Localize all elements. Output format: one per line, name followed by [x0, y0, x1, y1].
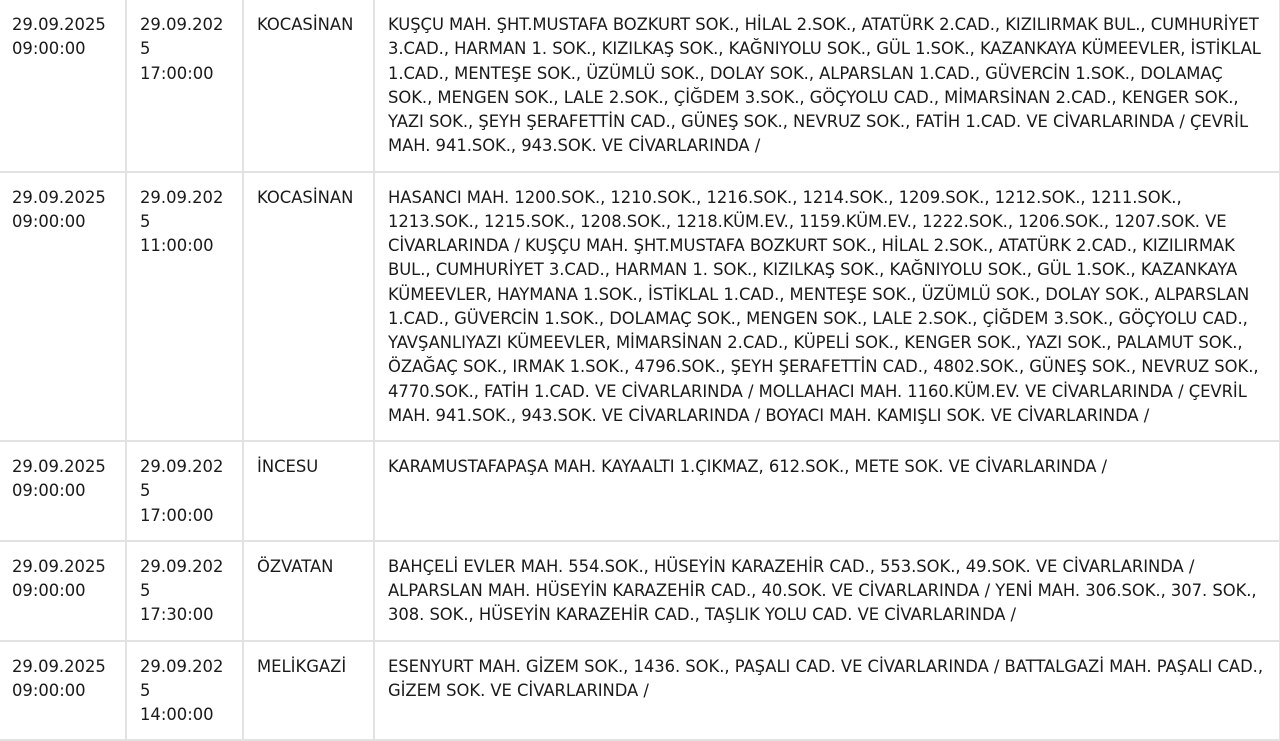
- start-date: 29.09.2025: [12, 457, 106, 476]
- table-row: [0, 172, 1280, 442]
- start-datetime-cell: [0, 172, 126, 442]
- table-row: [0, 0, 1280, 172]
- end-date: 29.09.2025: [140, 556, 224, 600]
- start-time: 09:00:00: [12, 581, 86, 600]
- end-date: 29.09.2025: [140, 457, 224, 501]
- district-cell: ÖZVATAN: [243, 541, 374, 641]
- start-date: 29.09.2025: [12, 556, 106, 576]
- end-time: 17:30:00: [140, 605, 214, 625]
- start-date: 29.09.2025: [12, 15, 106, 34]
- end-datetime-cell: [126, 641, 243, 741]
- start-time: 09:00:00: [12, 211, 86, 231]
- addresses-cell: KUŞÇU MAH. ŞHT.MUSTAFA BOZKURT SOK., HİLAL 2.SOK., ATATÜRK 2.CAD., KIZILIRMAK BUL., CUMHURİYET 3.CAD., HARMAN 1. SOK., KIZILKAŞ SOK., KAĞNIYOLU SOK., GÜL 1.SOK., KAZANKAYA KÜMEEVLER, İSTİKLAL 1.CAD., MENTEŞE SOK., ÜZÜMLÜ SOK., DOLAY SOK., ALPARSLAN 1.CAD., GÜVERCİN 1.SOK., DOLAMAÇ SOK., MENGEN SOK., LALE 2.SOK., ÇİĞDEM 3.SOK., GÖÇYOLU CAD., MİMARSİNAN 2.CAD., KENGER SOK., YAZI SOK., ŞEYH ŞERAFETTİN CAD., GÜNEŞ SOK., NEVRUZ SOK., FATİH 1.CAD. VE CİVARLARINDA / ÇEVRİL MAH. 941.SOK., 943.SOK. VE CİVARLARINDA /: [374, 0, 1280, 172]
- table-row: [0, 541, 1280, 641]
- addresses-cell: ESENYURT MAH. GİZEM SOK., 1436. SOK., PAŞALI CAD. VE CİVARLARINDA / BATTALGAZİ MAH. PAŞALI CAD., GİZEM SOK. VE CİVARLARINDA /: [374, 641, 1280, 741]
- district-cell: İNCESU: [243, 441, 374, 541]
- end-datetime-cell: [126, 441, 243, 541]
- district-cell: MELİKGAZİ: [243, 641, 374, 741]
- start-datetime-cell: [0, 0, 126, 172]
- end-datetime-cell: [126, 172, 243, 442]
- district-cell: KOCASİNAN: [243, 0, 374, 172]
- start-time: 09:00:00: [12, 680, 86, 700]
- start-datetime-cell: [0, 541, 126, 641]
- start-time: 09:00:00: [12, 481, 86, 501]
- addresses-cell: HASANCI MAH. 1200.SOK., 1210.SOK., 1216.SOK., 1214.SOK., 1209.SOK., 1212.SOK., 1211.SOK., 1213.SOK., 1215.SOK., 1208.SOK., 1218.KÜM.EV., 1159.KÜM.EV., 1222.SOK., 1206.SOK., 1207.SOK. VE CİVARLARINDA / KUŞÇU MAH. ŞHT.MUSTAFA BOZKURT SOK., HİLAL 2.SOK., ATATÜRK 2.CAD., KIZILIRMAK BUL., CUMHURİYET 3.CAD., HARMAN 1. SOK., KIZILKAŞ SOK., KAĞNIYOLU SOK., GÜL 1.SOK., KAZANKAYA KÜMEEVLER, HAYMANA 1.SOK., İSTİKLAL 1.CAD., MENTEŞE SOK., ÜZÜMLÜ SOK., DOLAY SOK., ALPARSLAN 1.CAD., GÜVERCİN 1.SOK., DOLAMAÇ SOK., MENGEN SOK., LALE 2.SOK., ÇİĞDEM 3.SOK., GÖÇYOLU CAD., YAVŞANLIYAZI KÜMEEVLER, MİMARSİNAN 2.CAD., KÜPELİ SOK., KENGER SOK., YAZI SOK., PALAMUT SOK., ÖZAĞAÇ SOK., IRMAK 1.SOK., 4796.SOK., ŞEYH ŞERAFETTİN CAD., 4802.SOK., GÜNEŞ SOK., NEVRUZ SOK., 4770.SOK., FATİH 1.CAD. VE CİVARLARINDA / MOLLAHACI MAH. 1160.KÜM.EV. VE CİVARLARINDA / ÇEVRİL MAH. 941.SOK., 943.SOK. VE CİVARLARINDA / BOYACI MAH. KAMIŞLI SOK. VE CİVARLARINDA /: [374, 172, 1280, 442]
- start-datetime-cell: [0, 641, 126, 741]
- end-time: 17:00:00: [140, 63, 214, 83]
- end-date: 29.09.2025: [140, 656, 224, 700]
- addresses-cell: BAHÇELİ EVLER MAH. 554.SOK., HÜSEYİN KARAZEHİR CAD., 553.SOK., 49.SOK. VE CİVARLARINDA / ALPARSLAN MAH. HÜSEYİN KARAZEHİR CAD., 40.SOK. VE CİVARLARINDA / YENİ MAH. 306.SOK., 307. SOK., 308. SOK., HÜSEYİN KARAZEHİR CAD., TAŞLIK YOLU CAD. VE CİVARLARINDA /: [374, 541, 1280, 641]
- end-time: 14:00:00: [140, 705, 214, 724]
- end-time: 17:00:00: [140, 505, 214, 525]
- table-row: [0, 641, 1280, 741]
- start-date: 29.09.2025: [12, 187, 106, 207]
- district-cell: KOCASİNAN: [243, 172, 374, 442]
- end-datetime-cell: [126, 541, 243, 641]
- addresses-cell: KARAMUSTAFAPAŞA MAH. KAYAALTI 1.ÇIKMAZ, 612.SOK., METE SOK. VE CİVARLARINDA /: [374, 441, 1280, 541]
- end-date: 29.09.2025: [140, 15, 224, 59]
- end-date: 29.09.2025: [140, 187, 224, 231]
- start-datetime-cell: [0, 441, 126, 541]
- start-time: 09:00:00: [12, 39, 86, 59]
- table-row: [0, 441, 1280, 541]
- end-datetime-cell: [126, 0, 243, 172]
- end-time: 11:00:00: [140, 236, 214, 255]
- start-date: 29.09.2025: [12, 656, 106, 676]
